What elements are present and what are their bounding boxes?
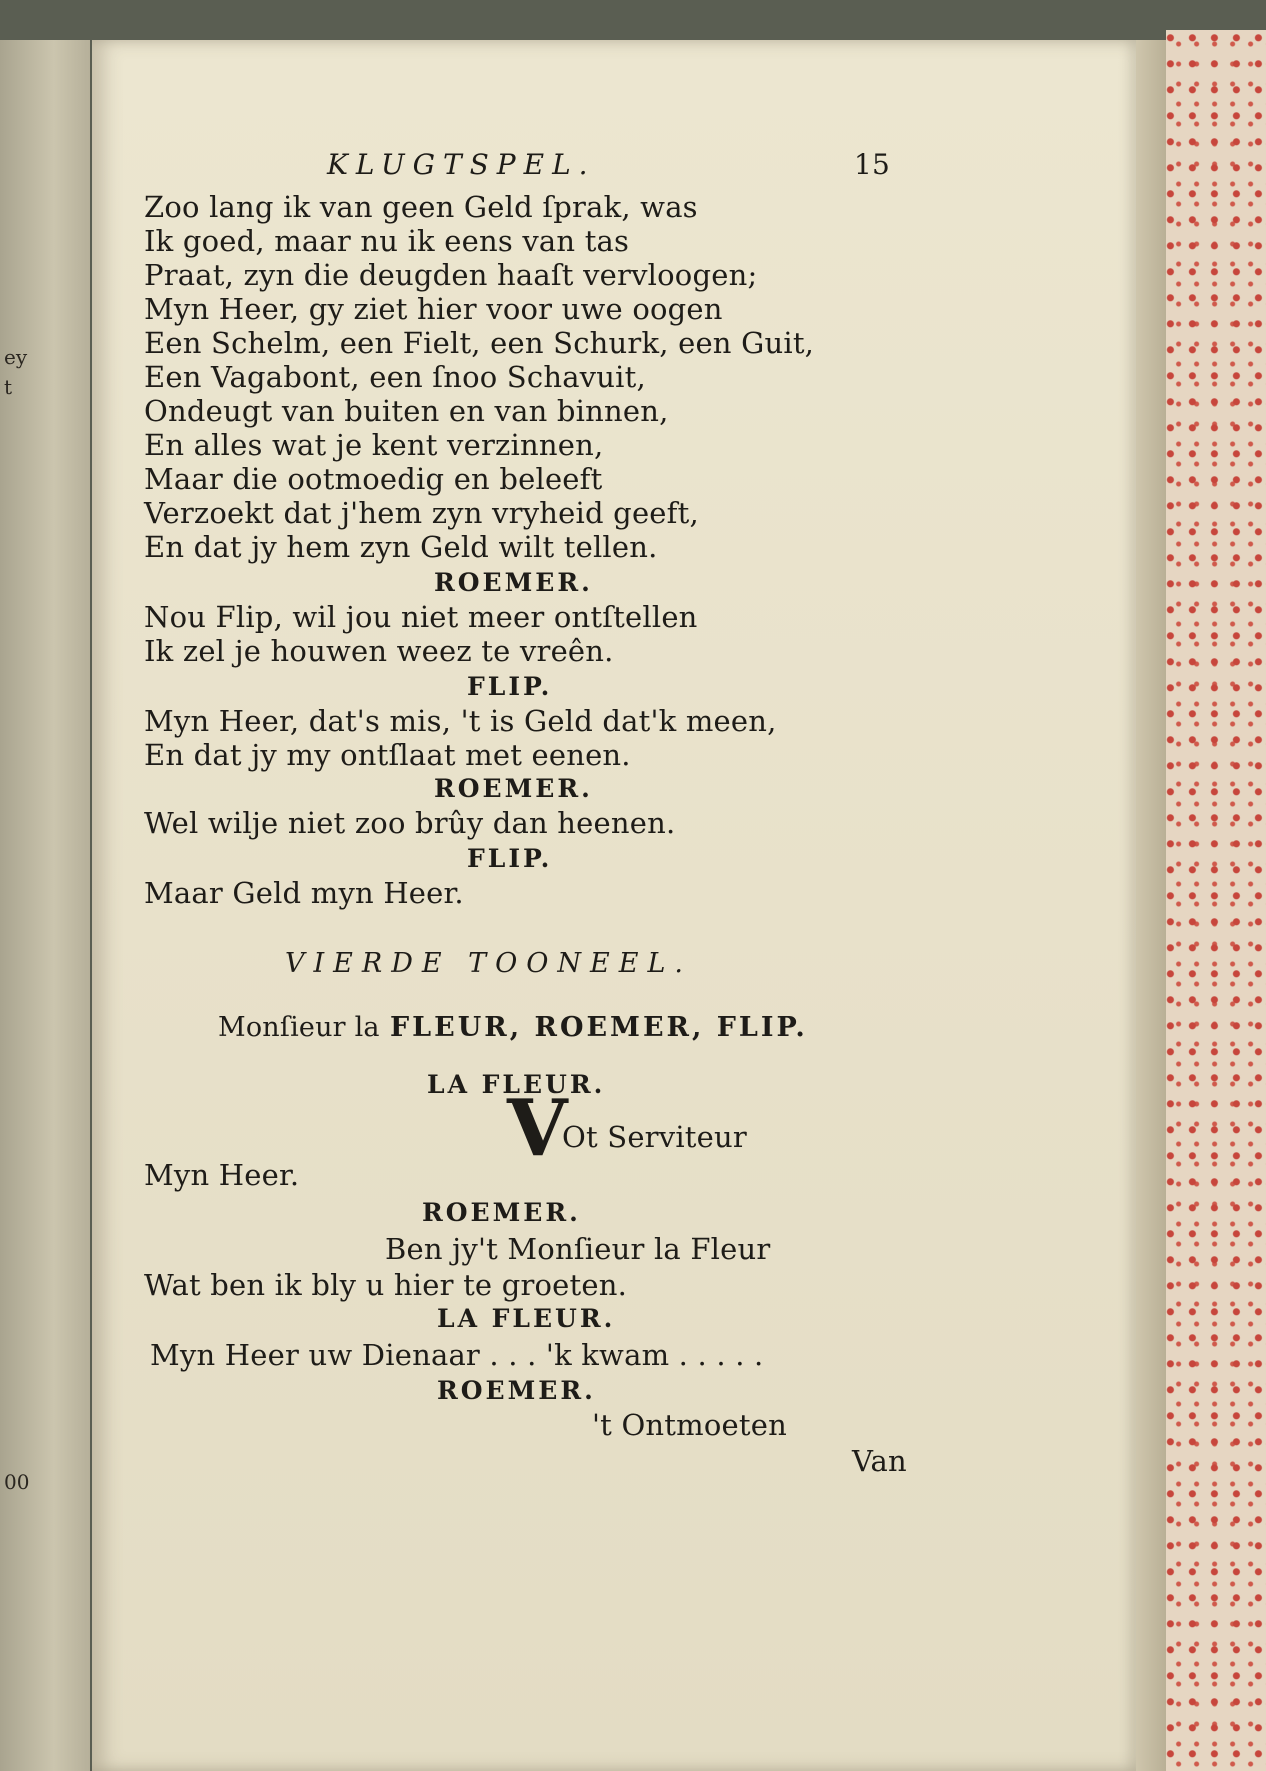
verse-line: Ben jy't Monſieur la Fleur — [385, 1232, 771, 1266]
speaker-name: LA FLEUR. — [427, 1070, 606, 1099]
verse-line: Nou Flip, wil jou niet meer ontſtellen — [144, 600, 698, 634]
verse-line: En dat jy hem zyn Geld wilt tellen. — [144, 530, 658, 564]
speaker-name: ROEMER. — [422, 1198, 581, 1227]
verse-line: Praat, zyn die deugden haaſt vervloogen; — [144, 258, 758, 292]
verse-line: Myn Heer, dat's mis, 't is Geld dat'k meen, — [144, 704, 777, 738]
verse-line: Myn Heer, gy ziet hier voor uwe oogen — [144, 292, 723, 326]
running-head: KLUGTSPEL. — [327, 148, 596, 181]
speaker-name: ROEMER. — [437, 1376, 596, 1405]
left-page-fragment: ey — [4, 345, 28, 369]
verse-line: Wel wilje niet zoo brûy dan heenen. — [144, 806, 676, 840]
speaker-name: FLIP. — [467, 672, 553, 701]
verse-line: En alles wat je kent verzinnen, — [144, 428, 604, 462]
verse-line: Een Vagabont, een ſnoo Schavuit, — [144, 360, 646, 394]
verse-line: Myn Heer uw Dienaar . . . 'k kwam . . . . . — [150, 1338, 764, 1372]
verse-line: Wat ben ik bly u hier te groeten. — [144, 1268, 628, 1302]
left-page-fragment: 00 — [4, 1470, 30, 1494]
page-stack-edge — [1136, 40, 1166, 1771]
verse-line: Een Schelm, een Fielt, een Schurk, een Guit, — [144, 326, 815, 360]
previous-page-edge — [0, 40, 90, 1771]
cast-names: FLEUR, ROEMER, FLIP. — [390, 1012, 808, 1043]
page-number: 15 — [854, 148, 891, 181]
book-page — [92, 40, 1136, 1771]
drop-cap: V — [507, 1083, 568, 1174]
verse-line: Maar Geld myn Heer. — [144, 876, 464, 910]
speaker-name: ROEMER. — [434, 568, 593, 597]
cast-prefix: Monſieur la — [218, 1012, 380, 1043]
book-cover-decorated — [1166, 30, 1266, 1771]
verse-line: Ik zel je houwen weez te vreên. — [144, 634, 614, 668]
verse-line: Maar die ootmoedig en beleeft — [144, 462, 603, 496]
speaker-name: ROEMER. — [434, 774, 593, 803]
verse-line: Ik goed, maar nu ik eens van tas — [144, 224, 630, 258]
speaker-name: LA FLEUR. — [437, 1304, 616, 1333]
verse-line: Ot Serviteur — [562, 1120, 747, 1154]
speaker-name: FLIP. — [467, 844, 553, 873]
verse-line: 't Ontmoeten — [592, 1408, 787, 1442]
scene-title: VIERDE TOONEEL. — [285, 948, 692, 979]
verse-line: Verzoekt dat j'hem zyn vryheid geeft, — [144, 496, 699, 530]
verse-line: Ondeugt van buiten en van binnen, — [144, 394, 669, 428]
catchword: Van — [852, 1444, 907, 1478]
verse-line: En dat jy my ontſlaat met eenen. — [144, 738, 631, 772]
left-page-fragment: t — [4, 375, 13, 399]
verse-line: Myn Heer. — [144, 1158, 300, 1192]
verse-line: Zoo lang ik van geen Geld ſprak, was — [144, 190, 698, 224]
